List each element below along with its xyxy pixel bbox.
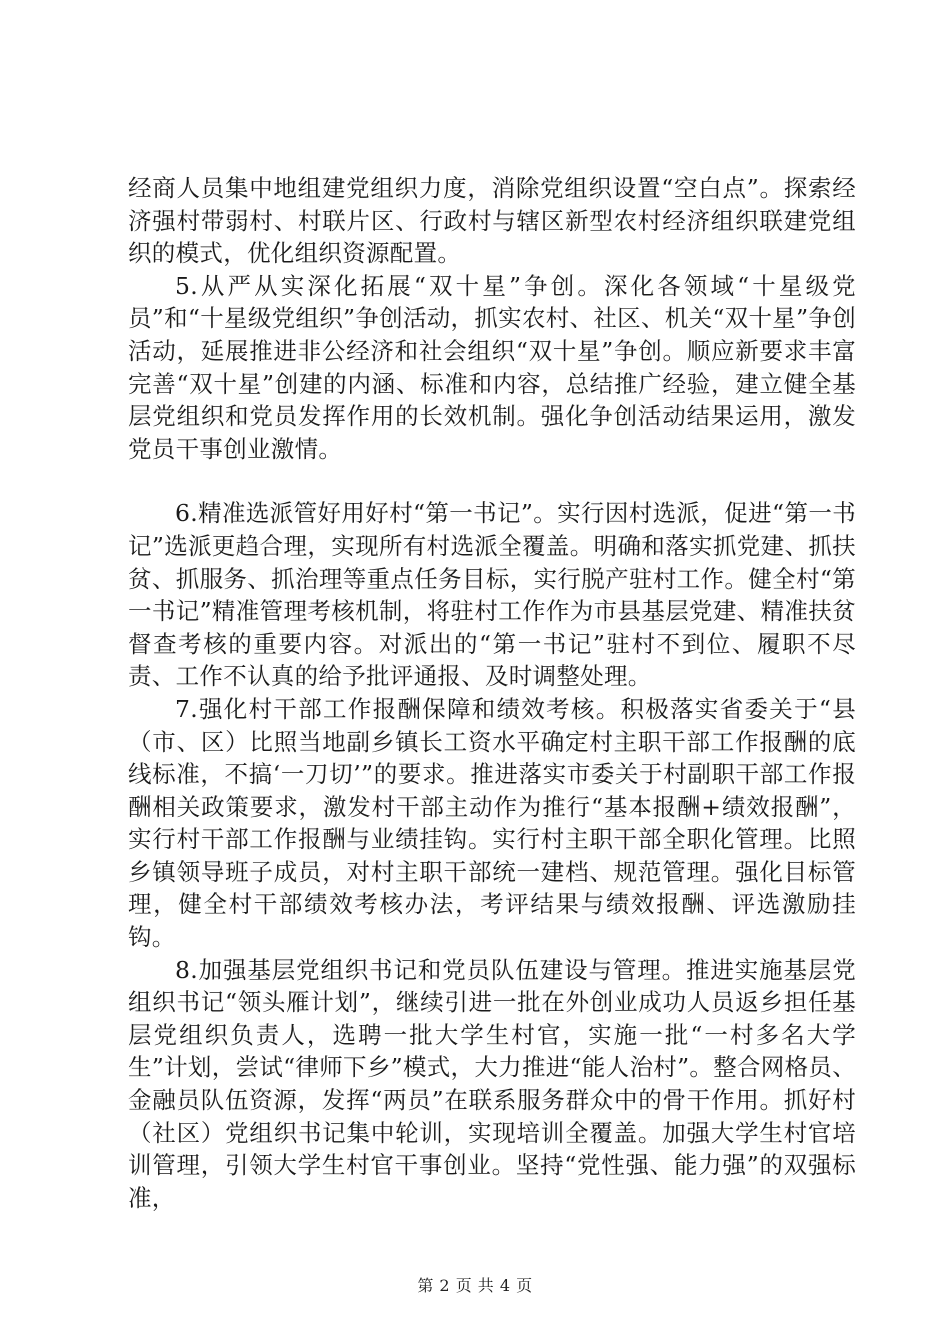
paragraph-item-5: 5.从严从实深化拓展“双十星”争创。深化各领域“十星级党员”和“十星级党组织”争创活动，抓实农村、社区、机关“双十星”争创活动，延展推进非公经济和社会组织“双十星”争创。顺应新要求丰富完善“双十星”创建的内涵、标准和内容，总结推广经验，建立健全基层党组织和党员发挥作用的长效机制。强化争创活动结果运用，激发党员干事创业激情。 (128, 271, 856, 463)
paragraph-item-8: 8.加强基层党组织书记和党员队伍建设与管理。推进实施基层党组织书记“领头雁计划”，继续引进一批在外创业成功人员返乡担任基层党组织负责人，选聘一批大学生村官，实施一批“一村多名大学生”计划，尝试“律师下乡”模式，大力推进“能人治村”。整合网格员、金融员队伍资源，发挥“两员”在联系服务群众中的骨干作用。抓好村（社区）党组织书记集中轮训，实现培训全覆盖。加强大学生村官培训管理，引领大学生村官干事创业。坚持“党性强、能力强”的双强标准， (128, 955, 856, 1212)
page-number-footer: 第 2 页 共 4 页 (417, 1276, 533, 1295)
paragraph-continuation: 经商人员集中地组建党组织力度，消除党组织设置“空白点”。探索经济强村带弱村、村联片区、行政村与辖区新型农村经济组织联建党组织的模式，优化组织资源配置。 (128, 174, 856, 268)
document-body (128, 172, 856, 1214)
paragraph-item-6: 6.精准选派管好用好村“第一书记”。实行因村选派，促进“第一书记”选派更趋合理，实现所有村选派全覆盖。明确和落实抓党建、抓扶贫、抓服务、抓治理等重点任务目标，实行脱产驻村工作。健全村“第一书记”精准管理考核机制，将驻村工作作为市县基层党建、精准扶贫督查考核的重要内容。对派出的“第一书记”驻村不到位、履职不尽责、工作不认真的给予批评通报、及时调整处理。 (128, 499, 856, 691)
paragraph-item-7: 7.强化村干部工作报酬保障和绩效考核。积极落实省委关于“县（市、区）比照当地副乡镇长工资水平确定村主职干部工作报酬的底线标准，不搞‘一刀切’”的要求。推进落实市委关于村副职干部工作报酬相关政策要求，激发村干部主动作为推行“基本报酬+绩效报酬”，实行村干部工作报酬与业绩挂钩。实行村主职干部全职化管理。比照乡镇领导班子成员，对村主职干部统一建档、规范管理。强化目标管理，健全村干部绩效考核办法，考评结果与绩效报酬、评选激励挂钩。 (128, 694, 856, 952)
